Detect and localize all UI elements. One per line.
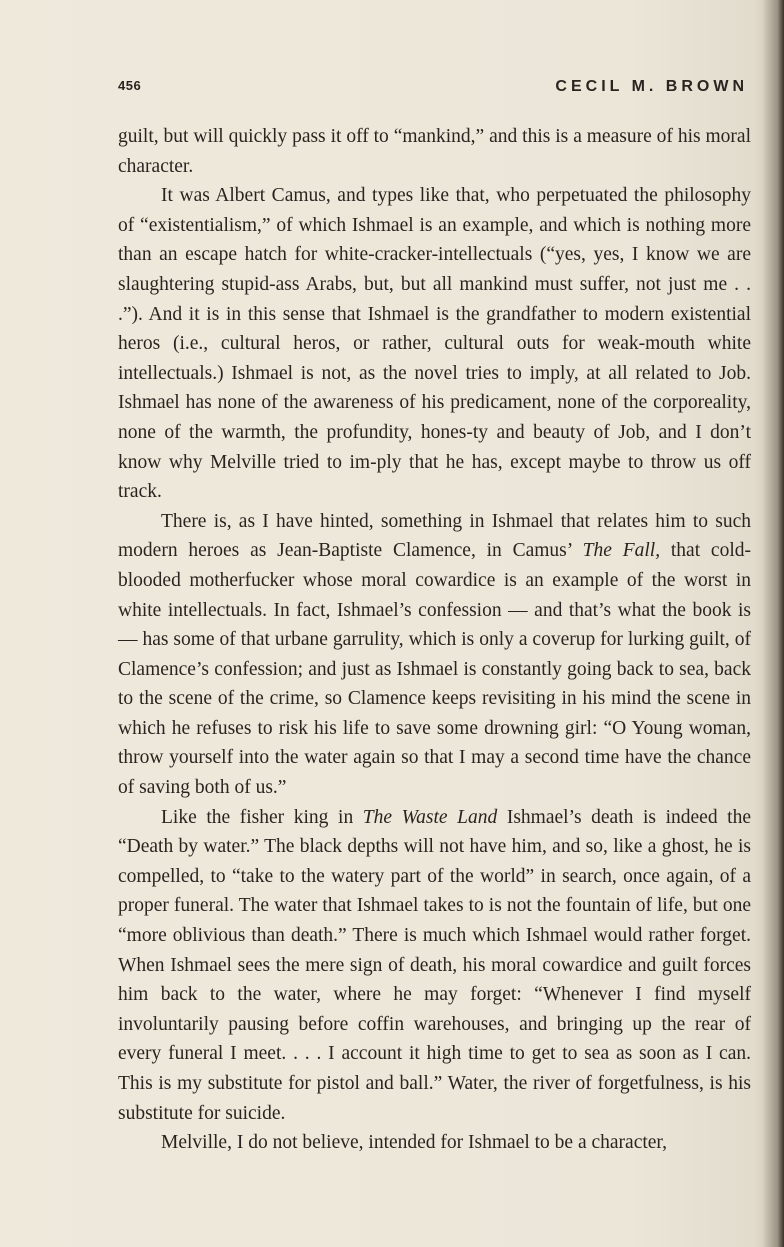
paragraph bbox=[118, 1128, 751, 1158]
paragraph bbox=[118, 181, 751, 507]
paragraph-text: Ishmael’s death is indeed the “Death by water.” The black depths will not have him, and so, like a ghost, he is compelled, to “take to the watery part of the world” in search, once again, of a proper funeral. The water that Ishmael takes to is not the fountain of life, but one “more oblivious than death.” There is much which Ishmael would rather forget. When Ishmael sees the mere sign of death, his moral cowardice and guilt forces him back to the water, where he may forget: “Whenever I find myself involuntarily pausing before coffin warehouses, and bringing up the rear of every funeral I meet. . . . I account it high time to get to sea as soon as I can. This is my substitute for pistol and ball.” Water, the river of forgetfulness, is his substitute for suicide. bbox=[118, 806, 751, 1124]
paragraph-text: Melville, I do not believe, intended for Ishmael to be a character, bbox=[161, 1132, 668, 1154]
page-header bbox=[118, 78, 748, 98]
italic-title: The Waste Land bbox=[362, 806, 498, 828]
paragraph bbox=[118, 507, 751, 803]
paragraph-text: It was Albert Camus, and types like that, who perpetuated the philosophy of “existentialism,” of which Ishmael is an example, and which is nothing more than an escape hatch for white-cracker-intellectuals (“yes, yes, I know we are slaughtering stupid-ass Arabs, but, but all mankind must suffer, not just me . . .”). And it is in this sense that Ishmael is the grandfather to modern existential heros (i.e., cultural heros, or rather, cultural outs for weak-mouth white intellectuals.) Ishmael is not, as the novel tries to imply, at all related to Job. Ishmael has none of the awareness of his predicament, none of the corporeality, none of the warmth, the profundity, hones-ty and beauty of Job, and I don’t know why Melville tried to im-ply that he has, except maybe to throw us off track. bbox=[118, 185, 751, 503]
paragraph bbox=[118, 122, 751, 181]
paragraph-text: Like the fisher king in bbox=[161, 806, 363, 828]
italic-title: The Fall, bbox=[582, 540, 661, 562]
paragraph bbox=[118, 803, 751, 1129]
running-head-author: CECIL M. BROWN bbox=[555, 78, 748, 95]
paragraph-text: There is, as I have hinted, something in Ishmael that relates him to such modern heroes as Jean-Baptiste Clamence, in Camus’ bbox=[118, 510, 751, 562]
paragraph-text: that cold-blooded motherfucker whose moral cowardice is an example of the worst in white intellectuals. In fact, Ishmael’s confession — and that’s what the book is — has some of that urbane garrulity, which is only a coverup for lurking guilt, of Clamence’s confession; and just as Ishmael is constantly going back to sea, back to the scene of the crime, so Clamence keeps revisiting in his mind the scene in which he refuses to risk his life to save some drowning girl: “O Young woman, throw yourself into the water again so that I may a second time have the chance of saving both of us.” bbox=[118, 540, 752, 799]
body-text bbox=[118, 122, 751, 1158]
page-number: 456 bbox=[118, 78, 142, 93]
paragraph-text: guilt, but will quickly pass it off to “mankind,” and this is a measure of his moral character. bbox=[118, 126, 751, 177]
page-gutter-shadow bbox=[762, 0, 784, 1247]
